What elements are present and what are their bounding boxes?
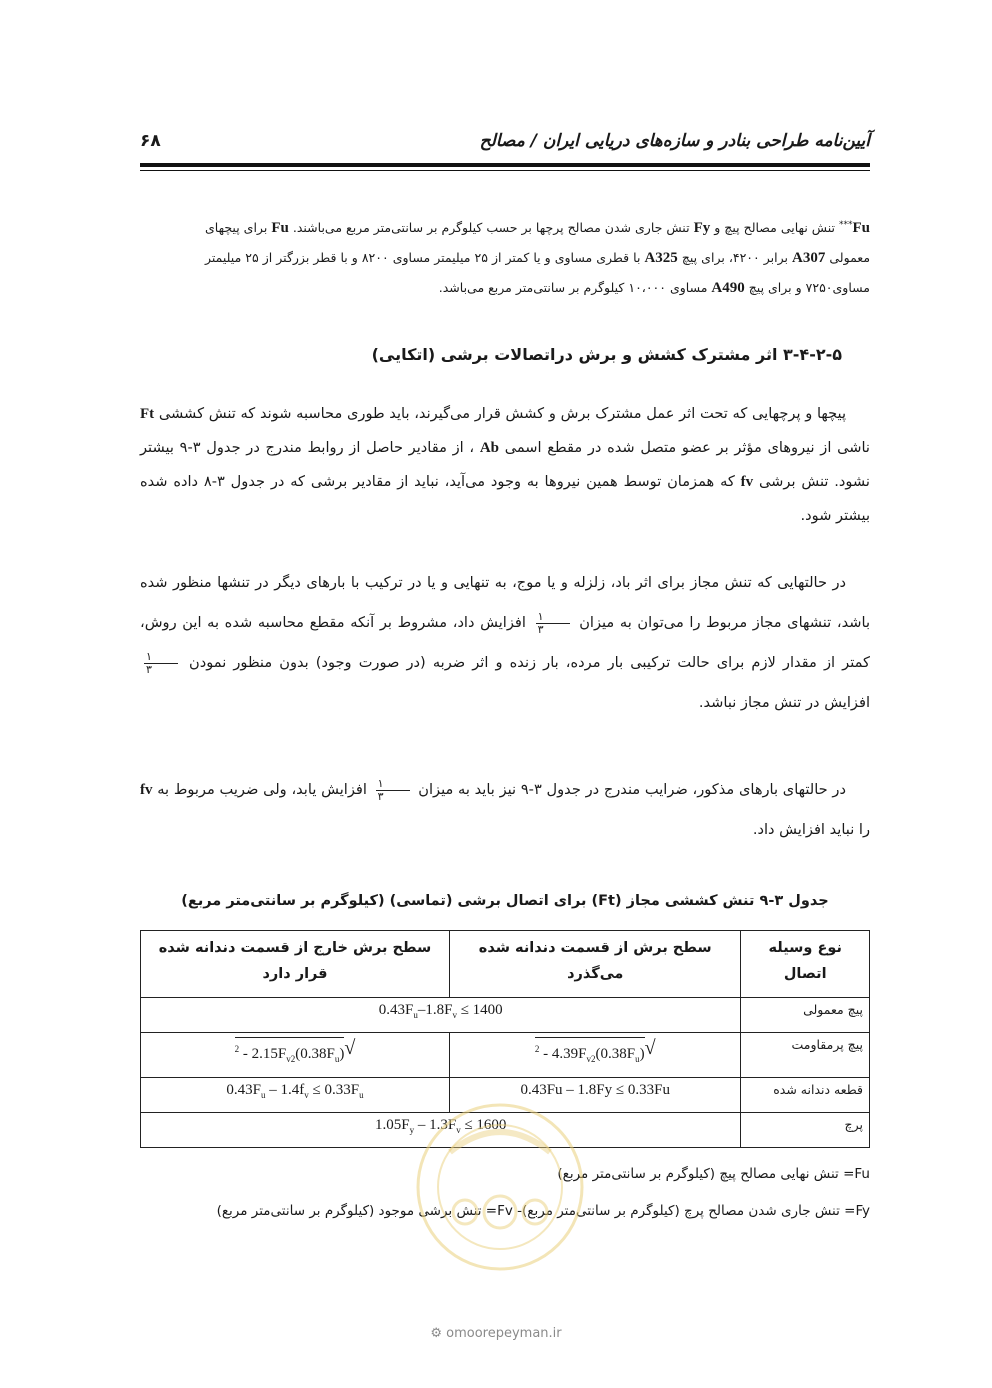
watermark-seal-icon <box>410 1092 590 1282</box>
formula-cell: √ $(0.38F_u)^2 - 4.39F_{v2}$ <box>450 1033 741 1078</box>
fraction-one-third: ۱ ۳ <box>536 611 570 636</box>
footnote: Fu*** تنش نهایی مصالح پیچ و Fy تنش جاری شدن مصالح پرچها بر حسب کیلوگرم بر سانتی‌متر مربع می‌باشند. Fu برای پیچهای معمولی A307 برابر ۴۲۰۰، برای پیچ A325 با قطری مساوی و یا کمتر از ۲۵ میلیمتر مساوی ۸۲۰۰ و با قطر بزرگتر از ۲۵ میلیمتر مساوی۷۲۵۰ و برای پیچ A490 مساوی ۱۰،۰۰۰ کیلوگرم بر سانتی‌متر مربع می‌باشد. <box>205 220 871 297</box>
running-title: آیین‌نامه طراحی بنادر و سازه‌های دریایی ایران / مصالح <box>479 131 870 151</box>
paragraph-1: پیچها و پرچهایی که تحت اثر عمل مشترک برش و کشش قرار می‌گیرند، باید طوری محاسبه شوند که تنش کششی Ft ناشی از نیروهای مؤثر بر عضو متصل شده در مقطع اسمی Ab ، از مقادیر حاصل از روابط مندرج در جدول ۳-۹ بیشتر نشود. تنش برشی fv که همزمان توسط همین نیروها به وجود می‌آید، نباید از مقادیر برشی که در جدول ۳-۸ داده شده بیشتر شود. <box>140 405 870 524</box>
paragraph-3: در حالتهای بارهای مذکور، ضرایب مندرج در جدول ۳-۹ نیز باید به میزان ۱ ۳ افزایش یابد، ولی ضریب مربوط به fv را نباید افزایش داد. <box>140 776 870 838</box>
legend-fy-fv: Fy= تنش جاری شدن مصالح پرچ (کیلوگرم بر سانتی‌متر مربع)- Fv= تنش برشی موجود (کیلوگرم بر سانتی‌متر مربع) <box>216 1203 870 1219</box>
header-rule-thin <box>140 170 870 171</box>
fraction-one-third: ۱ ۳ <box>144 651 178 676</box>
formula-cell: 0.43Fu – 1.8Fy ≤ 0.33Fu <box>450 1078 741 1113</box>
table-row: پرچ $1.05F_y - 1.3F_v \le 1600$ <box>141 1113 870 1148</box>
legend-fu: Fu= تنش نهایی مصالح پیچ (کیلوگرم بر سانتی‌متر مربع) <box>557 1166 870 1182</box>
page-number: ۶۸ <box>140 131 161 151</box>
col-header-threaded: سطح برش از قسمت دندانه شده می‌گذرد <box>450 931 741 998</box>
header-rule-thick <box>140 163 870 167</box>
watermark-site: ⚙ omoorepeyman.ir <box>430 1326 562 1341</box>
table-caption: جدول ۳-۹ تنش کششی مجاز (Ft) برای اتصال برشی (تماسی) (کیلوگرم بر سانتی‌متر مربع) <box>181 893 829 909</box>
formula-cell: $1.05F_y - 1.3F_v \le 1600$ <box>141 1113 741 1148</box>
table-row: پیچ پرمقاومت √ $(0.38F_u)^2 - 4.39F_{v2}$ √ $(0.38F_u)^2 - 2.15F_{v2}$ <box>141 1033 870 1078</box>
formula-cell: $0.43F_u - 1.4f_v \le 0.33F_u$ <box>141 1078 450 1113</box>
paragraph-2: در حالتهایی که تنش مجاز برای اثر باد، زلزله و یا موج، به تنهایی و یا در ترکیب با بارهای دیگر در تنشها منظور شده باشد، تنشهای مجاز مربوط را می‌توان به میزان ۱ ۳ افزایش داد، مشروط بر آنکه مقطع محاسبه شده به این روش، کمتر از مقدار لازم برای حالت ترکیبی بار مرده، بار زنده و اثر ضربه (در صورت وجود) بدون منظور نمودن ۱ ۳ افزایش در تنش مجاز نباشد. <box>140 574 871 711</box>
table-row: قطعه دندانه شده 0.43Fu – 1.8Fy ≤ 0.33Fu $0.43F_u - 1.4f_v \le 0.33F_u$ <box>141 1078 870 1113</box>
fraction-one-third: ۱ ۳ <box>376 778 410 803</box>
table-header-row <box>141 931 870 998</box>
col-header-unthreaded: سطح برش خارج از قسمت دندانه شده قرار دارد <box>141 931 450 998</box>
section-heading: ۳-۴-۲-۵ اثر مشترک کشش و برش دراتصالات برشی (اتکایی) <box>371 345 842 364</box>
table-row: پیچ معمولی $0.43F_u-1.8F_v \le 1400$ <box>141 998 870 1033</box>
formula-cell: $0.43F_u-1.8F_v \le 1400$ <box>141 998 741 1033</box>
col-header-type: نوع وسیله اتصال <box>741 931 870 998</box>
formula-cell: √ $(0.38F_u)^2 - 2.15F_{v2}$ <box>141 1033 450 1078</box>
page-header <box>140 131 870 159</box>
